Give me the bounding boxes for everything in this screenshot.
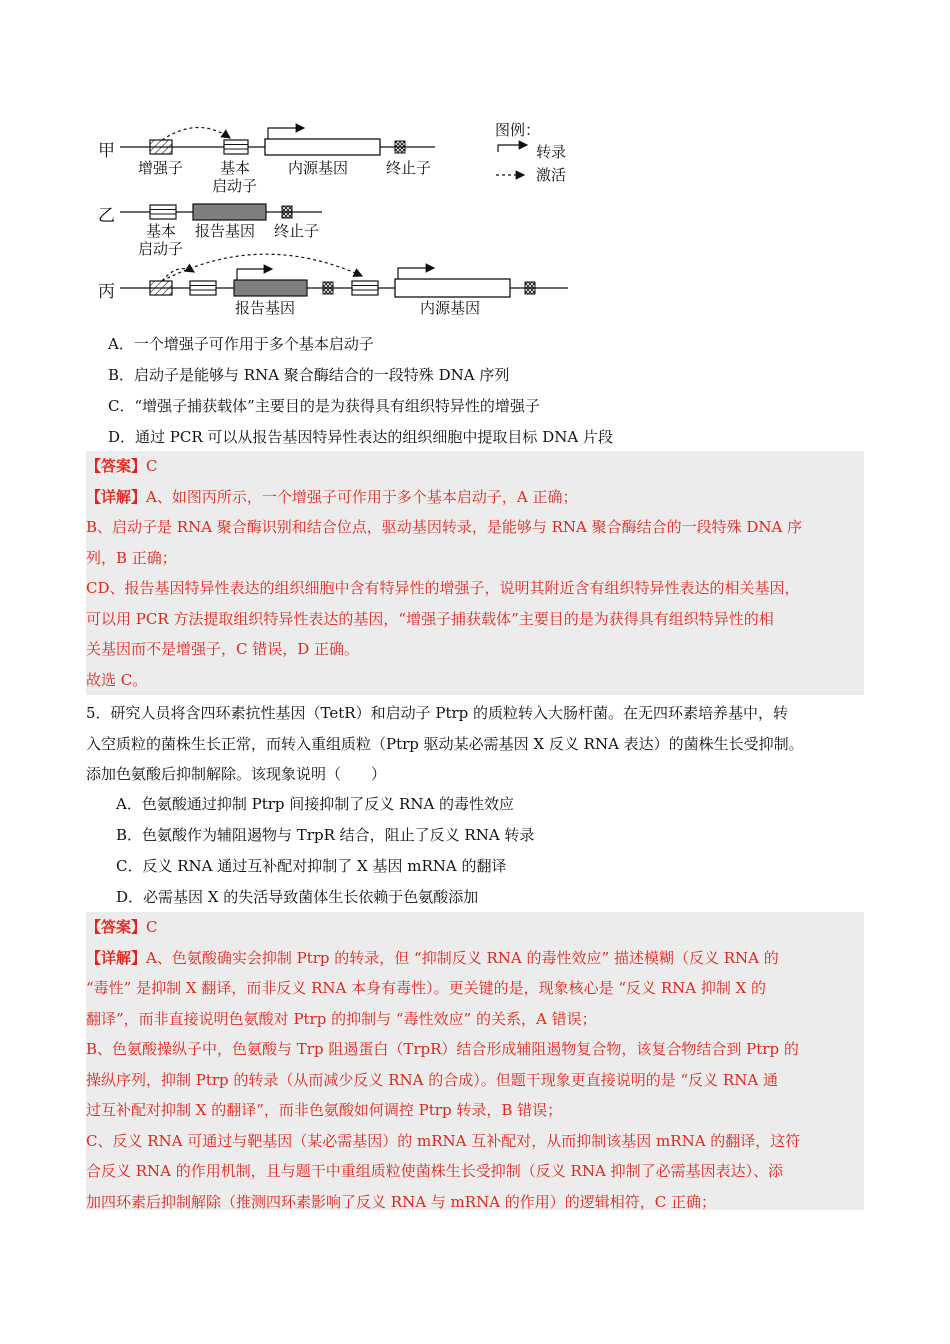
reporter-gene-box (234, 280, 307, 296)
label-terminator: 终止子 (274, 222, 320, 240)
label-endogenous-gene: 内源基因 (288, 159, 349, 177)
option-d: D．必需基因 X 的失活导致菌体生长依赖于色氨酸添加 (116, 888, 479, 906)
transcription-arrow (398, 268, 434, 279)
row-bing (120, 254, 568, 297)
endogenous-gene-box (265, 139, 380, 155)
explain-text: 操纵序列，抑制 Ptrp 的转录（从而减少反义 RNA 的合成）。但题干现象更直接说明的是 “反义 RNA 通 (86, 1070, 778, 1089)
explain-text: 列，B 正确； (86, 548, 177, 567)
option-c: C．“增强子捕获载体”主要目的是为获得具有组织特异性的增强子 (108, 397, 540, 415)
activation-arrow (162, 269, 194, 281)
explain-text: B、启动子是 RNA 聚合酶识别和结合位点，驱动基因转录，是能够与 RNA 聚合酶结合的一段特殊 DNA 序 (86, 518, 803, 536)
row-label-yi: 乙 (98, 206, 115, 226)
answer-value: C (146, 457, 158, 475)
label-reporter-gene: 报告基因 (195, 222, 256, 240)
legend-title: 图例： (495, 121, 541, 139)
transcription-arrow (268, 128, 304, 139)
transcription-arrow (237, 269, 272, 280)
option-c: C．反义 RNA 通过互补配对抑制了 X 基因 mRNA 的翻译 (116, 857, 507, 875)
explain-text: “毒性” 是抑制 X 翻译，而非反义 RNA 本身有毒性）。更关键的是，现象核心是 “反义 RNA 抑制 X 的 (86, 979, 767, 997)
label-enhancer: 增强子 (138, 159, 184, 177)
label-basic-promoter-2: 启动子 (212, 177, 258, 195)
label-basic-promoter-1: 基本 (220, 159, 251, 177)
stem-line: 入空质粒的菌株生长正常，而转入重组质粒（Ptrp 驱动某必需基因 X 反义 RNA 表达）的菌株生长受抑制。 (86, 734, 804, 753)
explain-text: 合反义 RNA 的作用机制，且与题干中重组质粒使菌株生长受抑制（反义 RNA 抑制了必需基因表达）、添 (86, 1162, 784, 1180)
row-label-jia: 甲 (98, 141, 115, 161)
label-basic-promoter-1: 基本 (146, 222, 177, 240)
answer-tag: 【答案】 (86, 918, 147, 936)
legend-transcription: 转录 (536, 143, 567, 161)
label-basic-promoter-2: 启动子 (138, 240, 184, 258)
basic-promoter-box (224, 140, 248, 154)
basic-promoter-box (150, 205, 176, 219)
stem-line: 5．研究人员将含四环素抗性基因（TetR）和启动子 Ptrp 的质粒转入大肠杆菌。在无四环素培养基中，转 (86, 704, 789, 722)
label-terminator: 终止子 (386, 159, 432, 177)
option-b: B．色氨酸作为辅阻遏物与 TrpR 结合，阻止了反义 RNA 转录 (116, 826, 535, 844)
explain-text: B、色氨酸操纵子中，色氨酸与 Trp 阻遏蛋白（TrpR）结合形成辅阻遏物复合物，该复合物结合到 Ptrp 的 (86, 1040, 799, 1058)
answer-line (86, 451, 864, 482)
enhancer-box (150, 140, 172, 154)
explain-text: 故选 C。 (86, 670, 148, 689)
explain-text: A、色氨酸确实会抑制 Ptrp 的转录，但 “抑制反义 RNA 的毒性效应” 描述模糊（反义 RNA 的 (146, 948, 779, 967)
explain-text: 过互补配对抑制 X 的翻译”，而非色氨酸如何调控 Ptrp 转录，B 错误； (86, 1101, 563, 1119)
answer-line (86, 912, 864, 943)
activation-arrow (162, 254, 362, 281)
question4-options (108, 329, 613, 453)
explain-text: CD、报告基因特异性表达的组织细胞中含有特异性的增强子，说明其附近含有组织特异性表达的相关基因， (86, 579, 800, 597)
answer4-box (86, 451, 864, 695)
explain-text: 翻译”，而非直接说明色氨酸对 Ptrp 的抑制与 “毒性效应” 的关系，A 错误； (86, 1009, 597, 1028)
label-reporter-gene: 报告基因 (235, 299, 296, 317)
legend-activation: 激活 (536, 166, 567, 184)
row-jia (120, 127, 435, 155)
terminator-box (282, 206, 292, 218)
stem-line: 添加色氨酸后抑制解除。该现象说明（ ） (86, 765, 387, 783)
answer-tag: 【答案】 (86, 457, 147, 475)
answer-value: C (146, 918, 158, 936)
explain-tag: 【详解】 (86, 487, 147, 506)
enhancer-diagram (90, 112, 590, 328)
explain-text: A、如图丙所示，一个增强子可作用于多个基本启动子，A 正确； (146, 487, 578, 506)
explain-text: 可以用 PCR 方法提取组织特异性表达的基因，“增强子捕获载体”主要目的是为获得具有组织特异性的相 (86, 609, 774, 628)
explain-text: 加四环素后抑制解除（推测四环素影响了反义 RNA 与 mRNA 的作用）的逻辑相符，C 正确； (86, 1192, 717, 1211)
row-yi (120, 204, 322, 220)
diagram-graphics (90, 112, 590, 328)
explain-tag: 【详解】 (86, 948, 147, 967)
endogenous-gene-box (395, 279, 510, 297)
basic-promoter-box (352, 281, 378, 295)
option-a: A．色氨酸通过抑制 Ptrp 间接抑制了反义 RNA 的毒性效应 (116, 795, 515, 813)
enhancer-box (150, 281, 172, 295)
reporter-gene-box (193, 204, 266, 220)
question5-options (116, 789, 534, 913)
terminator-box (395, 141, 405, 153)
terminator-box (525, 282, 535, 294)
label-endogenous-gene: 内源基因 (420, 299, 481, 317)
terminator-box (323, 282, 333, 294)
row-label-bing: 丙 (98, 282, 115, 302)
explain-line (86, 943, 864, 974)
activation-arrow (162, 127, 230, 140)
explain-text: 关基因而不是增强子，C 错误，D 正确。 (86, 640, 360, 658)
answer5-box (86, 912, 864, 1210)
question5-stem (86, 698, 876, 790)
legend-graphics (496, 145, 527, 175)
option-b: B．启动子是能够与 RNA 聚合酶结合的一段特殊 DNA 序列 (108, 366, 510, 384)
explain-text: C、反义 RNA 可通过与靶基因（某必需基因）的 mRNA 互补配对，从而抑制该基因 mRNA 的翻译，这符 (86, 1131, 801, 1150)
basic-promoter-box (190, 281, 216, 295)
explain-line (86, 482, 864, 513)
option-a: A．一个增强子可作用于多个基本启动子 (108, 335, 374, 353)
option-d: D．通过 PCR 可以从报告基因特异性表达的组织细胞中提取目标 DNA 片段 (108, 428, 613, 446)
